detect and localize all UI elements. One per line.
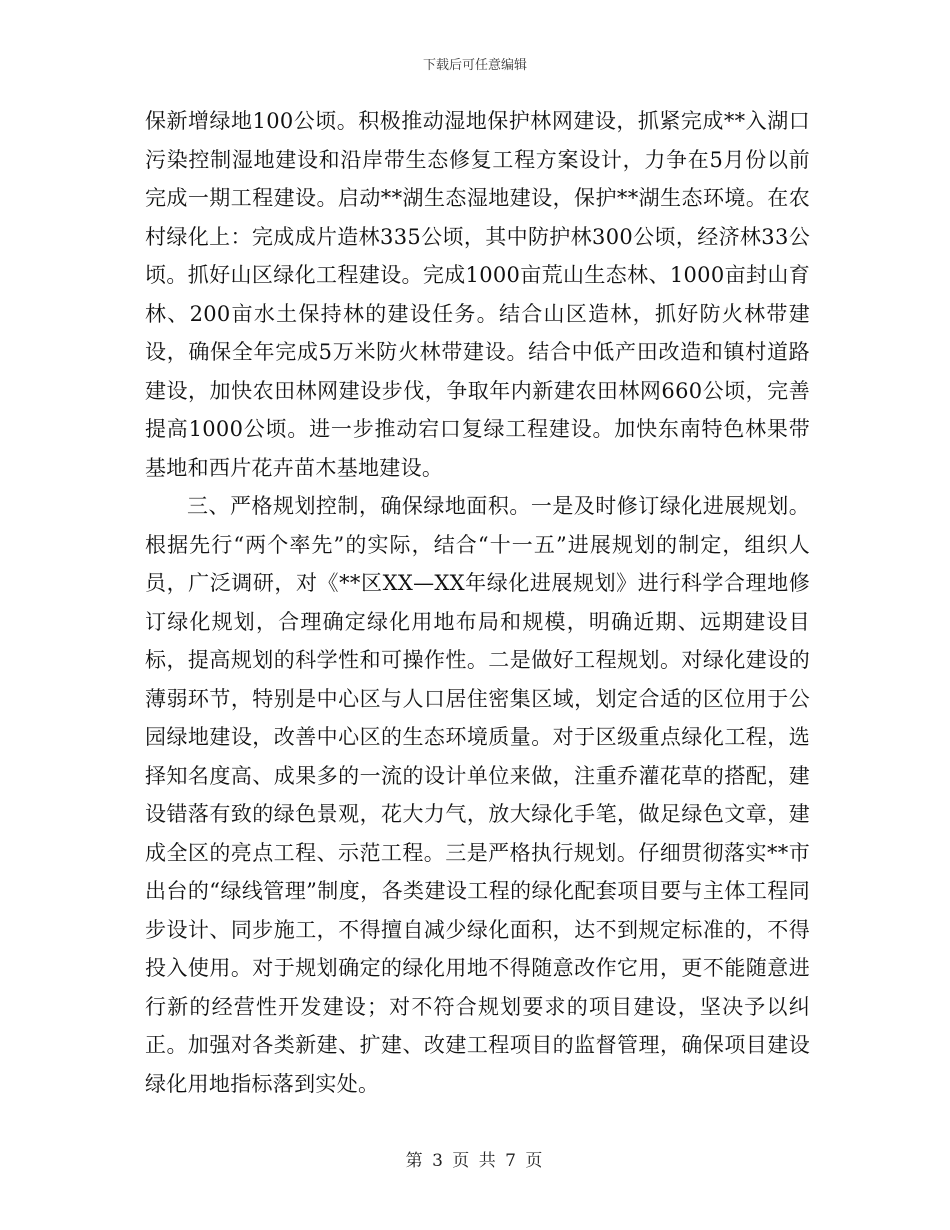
page-number: 第 3 页 共 7 页: [405, 1151, 545, 1171]
body-paragraph-2: 三、严格规划控制，确保绿地面积。一是及时修订绿化进展规划。根据先行“两个率先”的实际，结合“十一五”进展规划的制定，组织人员，广泛调研，对《**区XX—XX年绿化进展规划》进行科学合理地修订绿化规划，合理确定绿化用地布局和规模，明确近期、远期建设目标，提高规划的科学性和可操作性。二是做好工程规划。对绿化建设的薄弱环节，特别是中心区与人口居住密集区域，划定合适的区位用于公园绿地建设，改善中心区的生态环境质量。对于区级重点绿化工程，选择知名度高、成果多的一流的设计单位来做，注重乔灌花草的搭配，建设错落有致的绿色景观，花大力气，放大绿化手笔，做足绿色文章，建成全区的亮点工程、示范工程。三是严格执行规划。仔细贯彻落实**市出台的“绿线管理”制度，各类建设工程的绿化配套项目要与主体工程同步设计、同步施工，不得擅自减少绿化面积，达不到规定标准的，不得投入使用。对于规划确定的绿化用地不得随意改作它用，更不能随意进行新的经营性开发建设；对不符合规划要求的项目建设，坚决予以纠正。加强对各类新建、扩建、改建工程项目的监督管理，确保项目建设绿化用地指标落到实处。: [145, 494, 810, 1096]
document-body: [145, 102, 810, 1103]
page-header: 下载后可任意编辑: [422, 58, 527, 73]
body-paragraph-1: 保新增绿地100公顷。积极推动湿地保护林网建设，抓紧完成**入湖口污染控制湿地建设和沿岸带生态修复工程方案设计，力争在5月份以前完成一期工程建设。启动**湖生态湿地建设，保护**湖生态环境。在农村绿化上：完成成片造林335公顷，其中防护林300公顷，经济林33公顷。抓好山区绿化工程建设。完成1000亩荒山生态林、1000亩封山育林、200亩水土保持林的建设任务。结合山区造林，抓好防火林带建设，确保全年完成5万米防火林带建设。结合中低产田改造和镇村道路建设，加快农田林网建设步伐，争取年内新建农田林网660公顷，完善提高1000公顷。进一步推动宕口复绿工程建设。加快东南特色林果带基地和西片花卉苗木基地建设。: [145, 109, 810, 480]
